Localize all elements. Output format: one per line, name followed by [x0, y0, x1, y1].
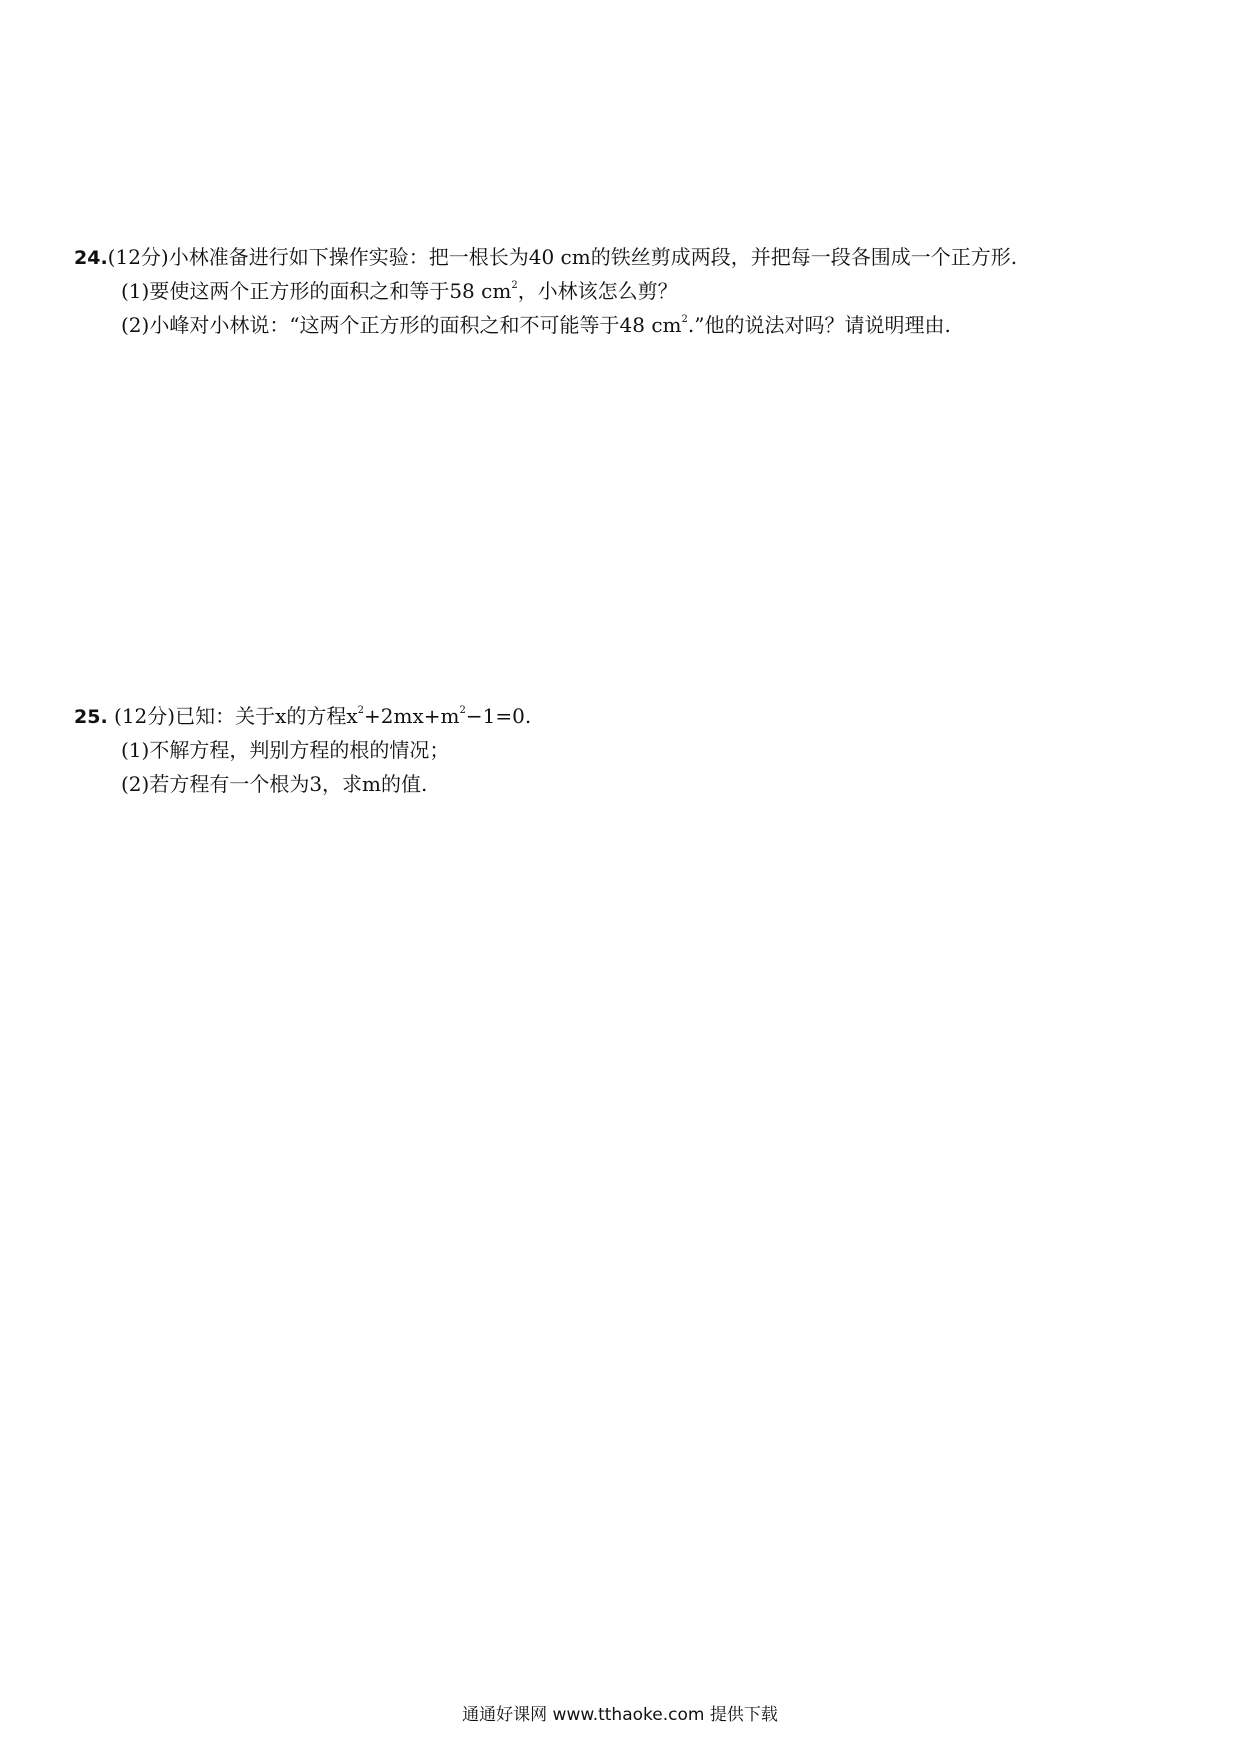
question-25-part-2 — [74, 767, 1164, 801]
page-footer: 通通好课网 www.tthaoke.com 提供下载 — [462, 1705, 778, 1725]
question-24-number: 24. — [74, 247, 108, 269]
question-24-part-2-text-end: .”他的说法对吗？请说明理由. — [687, 313, 951, 337]
question-25-exponent-x: 2 — [357, 705, 365, 716]
question-25-number: 25. — [74, 706, 108, 728]
question-25-part-1-text: (1)不解方程，判别方程的根的情况； — [121, 738, 450, 762]
question-25 — [74, 699, 1164, 801]
question-25-stem: (12分)已知：关于x的方程x — [107, 704, 358, 728]
question-24-part-2 — [74, 308, 1164, 342]
question-25-part-2-text: (2)若方程有一个根为3，求m的值. — [121, 772, 428, 796]
question-24-stem: (12分)小林准备进行如下操作实验：把一根长为40 cm的铁丝剪成两段，并把每一段各围成一个正方形. — [107, 245, 1018, 269]
question-25-stem-end: −1=0. — [465, 704, 532, 728]
question-24 — [74, 240, 1164, 342]
question-25-stem-middle: +2mx+m — [364, 704, 460, 728]
question-24-part-1-exponent: 2 — [511, 280, 518, 291]
question-25-stem-line — [74, 699, 1164, 733]
question-24-part-1-text-end: ，小林该怎么剪？ — [517, 279, 678, 303]
question-24-stem-line — [74, 240, 1164, 274]
question-24-part-1 — [74, 274, 1164, 308]
question-24-part-2-exponent: 2 — [681, 314, 688, 325]
question-24-part-1-text: (1)要使这两个正方形的面积之和等于58 cm — [121, 279, 512, 303]
question-25-part-1 — [74, 733, 1164, 767]
question-24-part-2-text: (2)小峰对小林说：“这两个正方形的面积之和不可能等于48 cm — [121, 313, 682, 337]
question-25-exponent-m: 2 — [459, 705, 466, 716]
